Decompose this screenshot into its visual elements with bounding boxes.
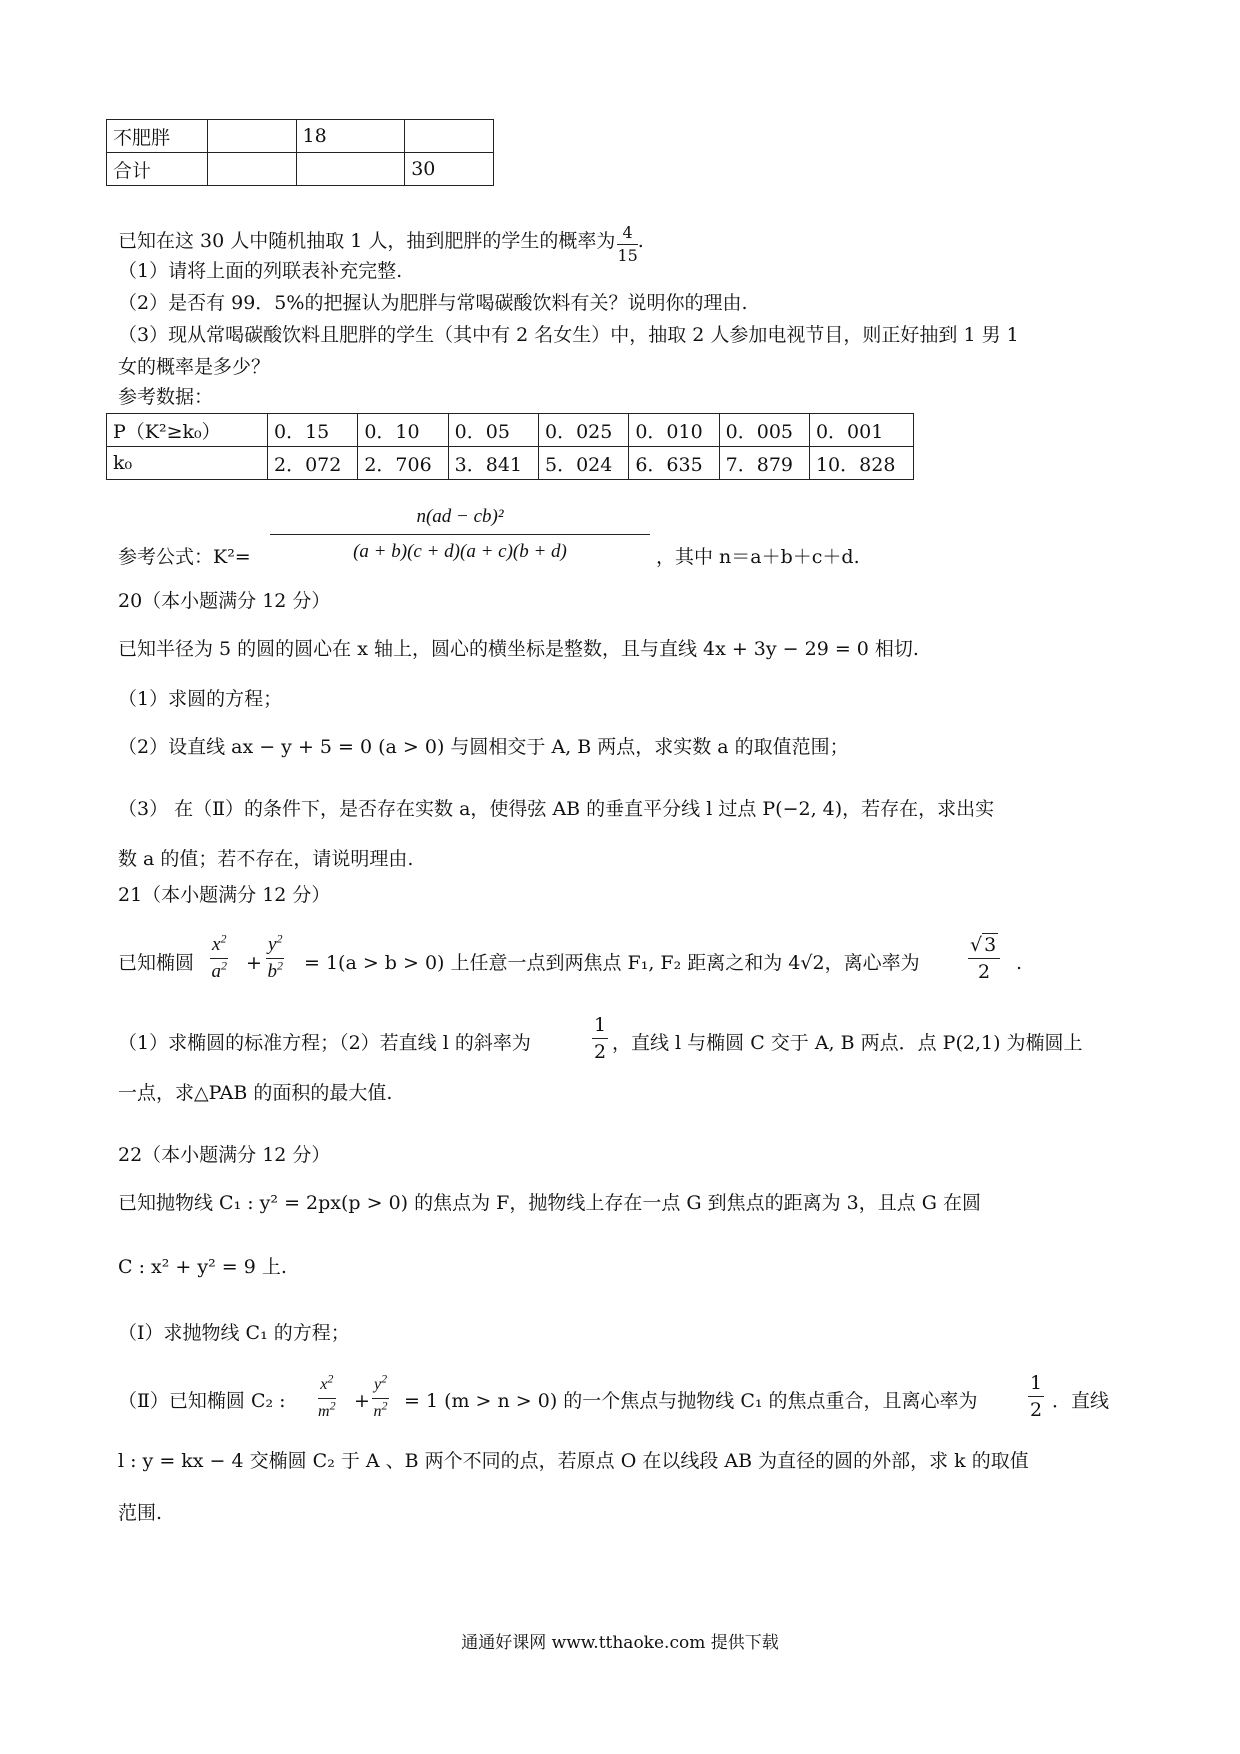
table-cell xyxy=(207,120,296,153)
table-cell: 0．10 xyxy=(358,414,448,447)
probability-denominator: 15 xyxy=(617,246,638,265)
table-cell xyxy=(207,153,296,186)
table-cell: 18 xyxy=(296,120,405,153)
q21-part1-body: ，直线 l 与椭圆 C 交于 A, B 两点．点 P(2,1) 为椭圆上 xyxy=(612,1032,1083,1054)
q20-part2: （2）设直线 ax − y + 5 = 0 (a > 0) 与圆相交于 A, B 两点，求实数 a 的取值范围； xyxy=(118,736,849,758)
q22-part2-lead: （Ⅱ）已知椭圆 C₂ : xyxy=(118,1390,286,1412)
q21-title: 21（本小题满分 12 分） xyxy=(118,884,331,906)
table-cell: 30 xyxy=(405,153,494,186)
table-cell: 0．025 xyxy=(538,414,628,447)
table-cell: 合计 xyxy=(107,153,208,186)
formula-numerator: n(ad − cb)² xyxy=(270,500,650,535)
table-cell: 0．15 xyxy=(268,414,358,447)
critical-value-table xyxy=(106,413,914,480)
probability-fraction xyxy=(617,222,637,267)
q19-part3-line1: （3）现从常喝碳酸饮料且肥胖的学生（其中有 2 名女生）中，抽取 2 人参加电视节目，则正好抽到 1 男 1 xyxy=(118,324,1019,346)
q21-stem-body: = 1(a > b > 0) 上任意一点到两焦点 F₁, F₂ 距离之和为 4√2，离心率为 xyxy=(304,952,920,974)
table-cell xyxy=(405,120,494,153)
table-cell: k₀ xyxy=(107,447,268,480)
formula-denominator: (a + b)(c + d)(a + c)(b + d) xyxy=(353,541,567,562)
q19-part3-line2: 女的概率是多少？ xyxy=(118,356,271,378)
eccentricity2-fraction: $\frac{1}{2}$ xyxy=(1030,1372,1043,1421)
probability-numerator: 4 xyxy=(617,222,637,245)
table-cell: 不肥胖 xyxy=(107,120,208,153)
table-cell: P（K²≥k₀） xyxy=(107,414,268,447)
table-cell: 2．706 xyxy=(358,447,448,480)
formula-fraction xyxy=(270,500,650,569)
table-cell: 0．010 xyxy=(629,414,719,447)
q22-part2-body: = 1 (m > n > 0) 的一个焦点与抛物线 C₁ 的焦点重合，且离心率为 xyxy=(404,1390,978,1412)
q20-part3-line2: 数 a 的值；若不存在，请说明理由. xyxy=(118,848,414,870)
contingency-table xyxy=(106,119,494,186)
table-cell: 3．841 xyxy=(448,447,538,480)
ellipse-y-term: $\frac{y^2}{b^2}$ xyxy=(267,931,283,982)
q19-part2: （2）是否有 99．5%的把握认为肥胖与常喝碳酸饮料有关？说明你的理由. xyxy=(118,292,748,314)
formula-label: 参考公式：K²= xyxy=(118,546,251,568)
reference-data-label: 参考数据： xyxy=(118,386,214,408)
q21-stem-lead: 已知椭圆 xyxy=(118,952,195,974)
q22-part2-line3: 范围. xyxy=(118,1502,163,1524)
q19-intro: 已知在这 30 人中随机抽取 1 人，抽到肥胖的学生的概率为 $\frac{4}{15}$ . xyxy=(118,223,644,265)
q22-stem-line1: 已知抛物线 C₁ : y² = 2px(p > 0) 的焦点为 F，抛物线上存在一点 G 到焦点的距离为 3，且点 G 在圆 xyxy=(118,1192,981,1214)
q22-part2-line2: l : y = kx − 4 交椭圆 C₂ 于 A 、B 两个不同的点，若原点 O 在以线段 AB 为直径的圆的外部，求 k 的取值 xyxy=(118,1450,1029,1472)
table-row xyxy=(107,414,914,447)
slope-fraction: $\frac{1}{2}$ xyxy=(594,1014,607,1063)
table-row xyxy=(107,153,494,186)
table-cell: 6．635 xyxy=(629,447,719,480)
ellipse2-y-term: $\frac{y^2}{n^2}$ xyxy=(373,1371,388,1420)
table-cell: 0．005 xyxy=(719,414,809,447)
q19-intro-text: 已知在这 30 人中随机抽取 1 人，抽到肥胖的学生的概率为 xyxy=(118,230,616,252)
q19-part1: （1）请将上面的列联表补充完整. xyxy=(118,260,403,282)
q21-part1-lead: （1）求椭圆的标准方程；（2）若直线 l 的斜率为 xyxy=(118,1032,531,1054)
footer-source: 通通好课网 www.tthaoke.com 提供下载 xyxy=(461,1633,779,1653)
ellipse-x-term: $\frac{x^2}{a^2}$ xyxy=(211,931,227,982)
table-cell: 5．024 xyxy=(538,447,628,480)
q20-stem: 已知半径为 5 的圆的圆心在 x 轴上，圆心的横坐标是整数，且与直线 4x + 3y − 29 = 0 相切. xyxy=(118,638,919,660)
table-cell: 10．828 xyxy=(809,447,913,480)
eccentricity-fraction: $\frac{√ 3}{2}$ xyxy=(968,932,1000,985)
table-cell: 0．05 xyxy=(448,414,538,447)
table-cell xyxy=(296,153,405,186)
table-row xyxy=(107,120,494,153)
q22-stem-line2: C : x² + y² = 9 上. xyxy=(118,1256,287,1278)
ellipse2-x-term: $\frac{x^2}{m^2}$ xyxy=(318,1371,336,1420)
q20-title: 20（本小题满分 12 分） xyxy=(118,590,331,612)
q20-part3-line1: （3） 在（Ⅱ）的条件下，是否存在实数 a，使得弦 AB 的垂直平分线 l 过点 P(−2, 4)，若存在，求出实 xyxy=(118,798,995,820)
table-cell: 7．879 xyxy=(719,447,809,480)
q20-part1: （1）求圆的方程； xyxy=(118,688,283,710)
q22-part2-tail: ．直线 xyxy=(1052,1390,1110,1412)
formula-tail: ，其中 n＝a＋b＋c＋d. xyxy=(656,546,860,568)
q22-title: 22（本小题满分 12 分） xyxy=(118,1144,331,1166)
q21-part2-line: 一点，求△PAB 的面积的最大值. xyxy=(118,1082,393,1104)
table-row xyxy=(107,447,914,480)
q22-part1: （Ⅰ）求抛物线 C₁ 的方程； xyxy=(118,1322,350,1344)
table-cell: 2．072 xyxy=(268,447,358,480)
table-cell: 0．001 xyxy=(809,414,913,447)
